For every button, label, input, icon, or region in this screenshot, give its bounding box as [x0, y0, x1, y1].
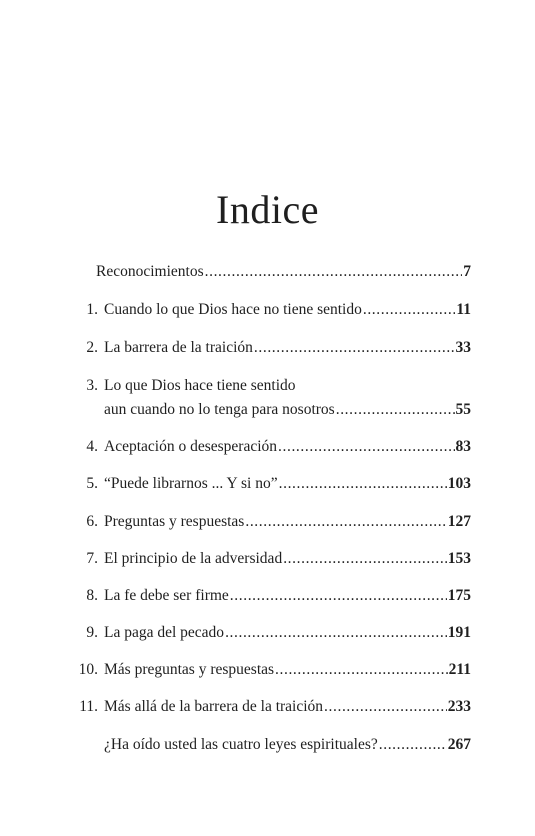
page-title: Indice [216, 187, 319, 232]
leader-dots [283, 549, 447, 569]
toc-entry-title: Más allá de la barrera de la traición [104, 698, 324, 715]
leader-dots [245, 512, 446, 532]
toc-page-number: 83 [455, 438, 471, 455]
leader-dots [225, 623, 447, 643]
toc-page-number: 267 [447, 736, 471, 753]
toc-entry-title: Más preguntas y respuestas [104, 661, 275, 678]
toc-page-number: 103 [447, 475, 471, 492]
toc-entry-chapter-4[interactable] [78, 437, 471, 457]
toc-page-number: 211 [448, 661, 471, 678]
toc-entry-title: El principio de la adversidad [104, 550, 283, 567]
toc-entry-title-continued: aun cuando no lo tenga para nosotros [104, 401, 335, 418]
toc-entry-chapter-9[interactable] [78, 623, 471, 643]
toc-page-number: 33 [455, 339, 471, 356]
toc-entry-chapter-3[interactable] [78, 376, 471, 420]
leader-dots [279, 474, 447, 494]
toc-page-number: 175 [447, 587, 471, 604]
leader-dots [336, 400, 455, 420]
toc-entry-title: “Puede librarnos ... Y si no” [104, 475, 278, 492]
toc-entry-title: La barrera de la traición [104, 339, 253, 356]
toc-page-number: 7 [463, 263, 471, 280]
toc-entry-title: La fe debe ser firme [104, 587, 229, 604]
toc-entry-chapter-10[interactable] [78, 660, 471, 680]
toc-page-number: 11 [456, 301, 471, 318]
leader-dots [230, 586, 447, 606]
leader-dots [363, 300, 455, 320]
chapter-number: 9. [86, 624, 98, 641]
chapter-number: 5. [86, 475, 98, 492]
leader-dots [205, 262, 463, 282]
toc-entry-chapter-8[interactable] [78, 586, 471, 606]
chapter-number: 4. [86, 438, 98, 455]
chapter-number: 1. [86, 301, 98, 318]
chapter-number: 8. [86, 587, 98, 604]
chapter-number: 3. [86, 377, 98, 394]
chapter-number: 7. [86, 550, 98, 567]
toc-entry-chapter-2[interactable] [78, 338, 471, 358]
toc-entry-title: La paga del pecado [104, 624, 225, 641]
toc-entry-title: ¿Ha oído usted las cuatro leyes espirituales? [104, 736, 378, 753]
toc-entry-chapter-1[interactable] [78, 300, 471, 320]
toc-entry-chapter-6[interactable] [78, 512, 471, 532]
chapter-number: 2. [86, 339, 98, 356]
leader-dots [254, 338, 455, 358]
leader-dots [278, 437, 454, 457]
leader-dots [275, 660, 448, 680]
toc-entry-chapter-5[interactable] [78, 474, 471, 494]
leader-dots [379, 735, 447, 755]
chapter-number: 10. [78, 661, 98, 678]
toc-entry-chapter-11[interactable] [78, 697, 471, 717]
toc-page-number: 233 [447, 698, 471, 715]
toc-entry-title: Reconocimientos [96, 263, 204, 280]
toc-page-number: 55 [455, 401, 471, 418]
chapter-number: 11. [79, 698, 98, 715]
toc-entry-acknowledgements[interactable] [78, 262, 471, 282]
toc-entry-chapter-7[interactable] [78, 549, 471, 569]
chapter-number: 6. [86, 513, 98, 530]
toc-page-number: 127 [447, 513, 471, 530]
toc-entry-title: Aceptación o desesperación [104, 438, 278, 455]
toc-page-number: 191 [447, 624, 471, 641]
toc-entry-title: Lo que Dios hace tiene sentido [104, 377, 296, 394]
leader-dots [324, 697, 447, 717]
toc-entry-appendix[interactable] [78, 735, 471, 755]
toc-entry-title: Cuando lo que Dios hace no tiene sentido [104, 301, 362, 318]
toc-page-number: 153 [447, 550, 471, 567]
toc-entry-title: Preguntas y respuestas [104, 513, 245, 530]
